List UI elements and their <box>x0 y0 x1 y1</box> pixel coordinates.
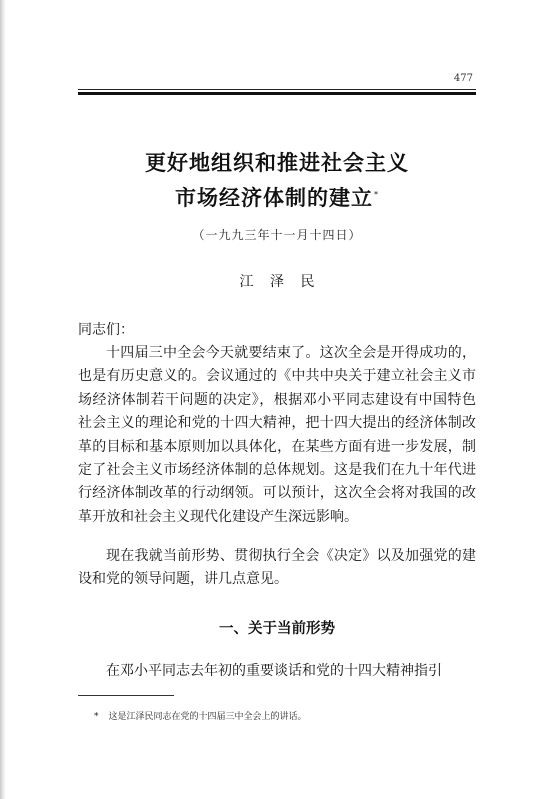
header-rule-thin <box>78 89 476 90</box>
paragraph-3: 在邓小平同志去年初的重要谈话和党的十四大精神指引 <box>106 663 442 679</box>
salutation: 同志们： <box>78 322 134 338</box>
title-line-2-text: 市场经济体制的建立 <box>175 186 373 210</box>
title-line-2 <box>78 179 476 214</box>
footnote <box>94 709 307 722</box>
header-rule-thick <box>78 92 476 95</box>
document-title <box>78 148 476 214</box>
speech-date: （一九九三年十一月十四日） <box>192 228 362 242</box>
footnote-text: 这是江泽民同志在党的十四届三中全会上的讲话。 <box>108 712 307 722</box>
author-name: 江 泽 民 <box>239 274 315 290</box>
title-line-1: 更好地组织和推进社会主义 <box>145 151 409 175</box>
page-number: 477 <box>453 73 473 84</box>
footnote-rule <box>78 695 174 696</box>
paragraph-2: 现在我就当前形势、贯彻执行全会《决定》以及加强党的建设和党的领导问题，讲几点意见。 <box>78 548 476 588</box>
paragraph-1: 十四届三中全会今天就要结束了。这次全会是开得成功的，也是有历史意义的。会议通过的《中共中央关于建立社会主义市场经济体制若干问题的决定》，根据邓小平同志建设有中国特色社会主义的理论和党的十四大精神，把十四大提出的经济体制改革的目标和基本原则加以具体化，在某些方面有进一步发展，制定了社会主义市场经济体制的总体规划。这是我们在九十年代进行经济体制改革的行动纲领。可以预计，这次全会将对我国的改革开放和社会主义现代化建设产生深远影响。 <box>78 345 476 525</box>
footnote-mark: * <box>94 712 99 722</box>
page-edge-shadow <box>0 0 6 799</box>
section-heading: 一、关于当前形势 <box>219 621 335 637</box>
title-footnote-mark: * <box>374 190 379 199</box>
